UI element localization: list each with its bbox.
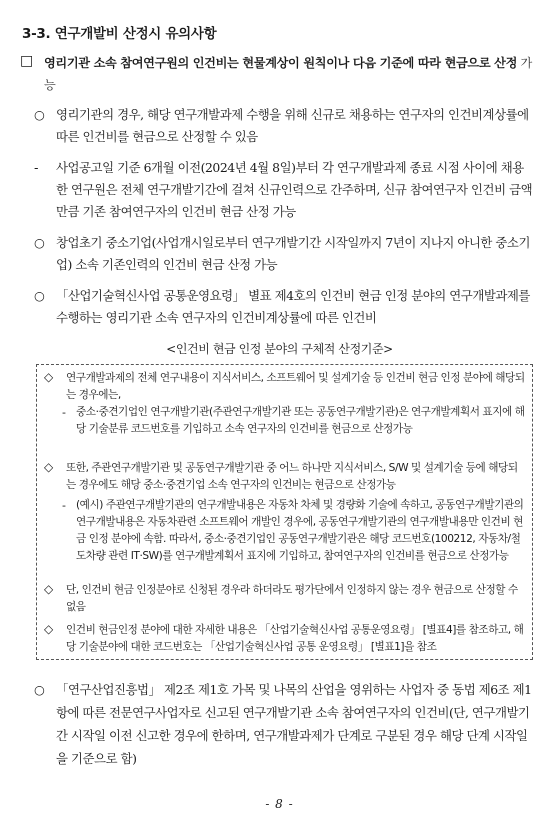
dash-bullet-icon: - [62, 406, 66, 419]
dash-bullet-icon: - [62, 499, 66, 512]
list-item-text: 사업공고일 기준 6개월 이전(2024년 4월 8일)부터 각 연구개발과제 종료 시점 사이에 채용한 연구원은 전체 연구개발기간에 걸쳐 신규인력으로 간주하며, 신규 참여연구자 인건비 금액만큼 기존 참여연구자의 인건비 현금 산정 가능 [56, 160, 533, 219]
list-item [34, 104, 534, 148]
criteria-item [44, 370, 526, 404]
criteria-item [62, 404, 526, 438]
list-item [34, 157, 534, 223]
criteria-item-text: 인건비 현금인정 분야에 대한 자세한 내용은 「산업기술혁신사업 공통운영요령」 [별표4]를 참조하고, 해당 기술분야에 대한 코드번호는 「산업기술혁신사업 공통 운영요령」 [별표1]을 참조 [66, 624, 524, 653]
circle-bullet-icon: ○ [34, 235, 45, 250]
list-item-text: 영리기관의 경우, 해당 연구개발과제 수행을 위해 신규로 채용하는 연구자의 인건비계상률에 따른 인건비를 현금으로 산정할 수 있음 [56, 107, 529, 144]
main-guideline-light: 가능 [44, 56, 532, 92]
criteria-item [44, 622, 526, 656]
criteria-item-text: (예시) 주관연구개발기관의 연구개발내용은 자동차 차체 및 경량화 기술에 속하고, 공동연구개발기관의 연구개발내용은 자동차관련 소프트웨어 개발인 경우에, 공동연구개발기관의 연구개발내용만 인건비 현금 인정 분야에 속함. 따라서, 중소·중견기업인 공동연구개발기관은 해당 코드번호(100212, 자동차/철도차량 관련 IT·SW)를 연구개발계획서 표지에 기입하고, 참여연구자의 인건비를 현금으로 산정가능 [76, 499, 524, 562]
criteria-item [44, 460, 526, 494]
list-item-text: 「연구산업진흥법」 제2조 제1호 가목 및 나목의 산업을 영위하는 사업자 중 동법 제6조 제1항에 따른 전문연구사업자로 신고된 연구개발기관 소속 참여연구자의 인건비(단, 연구개발기간 시작일 이전 신고한 경우에 한하며, 연구개발과제가 단계로 구분된 경우 해당 단계 시작일을 기준으로 함) [56, 682, 532, 766]
main-guideline-strong: 영리기관 소속 참여연구원의 인건비는 현물계상이 원칙이나 다음 기준에 따라 현금으로 산정 [44, 56, 518, 70]
criteria-item-text: 중소·중견기업인 연구개발기관(주관연구개발기관 또는 공동연구개발기관)은 연구개발계획서 표지에 해당 기술분류 코드번호를 기입하고 소속 연구자의 인건비를 현금으로 산정가능 [76, 406, 525, 435]
criteria-item-text: 단, 인건비 현금 인정분야로 신청된 경우라 하더라도 평가단에서 인정하지 않는 경우 현금으로 산정할 수 없음 [66, 584, 518, 613]
diamond-bullet-icon: ◇ [44, 582, 53, 596]
diamond-bullet-icon: ◇ [44, 622, 53, 636]
criteria-item [62, 497, 526, 565]
circle-bullet-icon: ○ [34, 682, 45, 697]
list-item [34, 285, 534, 329]
diamond-bullet-icon: ◇ [44, 370, 53, 384]
diamond-bullet-icon: ◇ [44, 460, 53, 474]
square-bullet-icon: □ [20, 53, 34, 69]
criteria-subheading: <인건비 현금 인정 분야의 구체적 산정기준> [166, 342, 393, 356]
list-item [34, 678, 534, 770]
circle-bullet-icon: ○ [34, 288, 45, 303]
main-guideline [20, 52, 540, 96]
page-number: - 8 - [265, 797, 294, 811]
circle-bullet-icon: ○ [34, 107, 45, 122]
section-title: 3-3. 연구개발비 산정시 유의사항 [22, 26, 217, 42]
main-guideline-text [44, 52, 540, 96]
criteria-item [44, 582, 526, 616]
list-item-text: 「산업기술혁신사업 공통운영요령」 별표 제4호의 인건비 현금 인정 분야의 연구개발과제를 수행하는 영리기관 소속 연구자의 인건비계상률에 따른 인건비 [56, 288, 530, 325]
criteria-item-text: 연구개발과제의 전체 연구내용이 지식서비스, 소프트웨어 및 설계기술 등 인건비 현금 인정 분야에 해당되는 경우에는, [66, 372, 525, 401]
criteria-item-text: 또한, 주관연구개발기관 및 공동연구개발기관 중 어느 하나만 지식서비스, S/W 및 설계기술 등에 해당되는 경우에도 해당 중소·중견기업 소속 연구자의 인건비는 현금으로 산정가능 [66, 462, 518, 491]
dash-bullet-icon: - [34, 160, 39, 175]
list-item [34, 232, 534, 276]
list-item-text: 창업초기 중소기업(사업개시일로부터 연구개발기간 시작일까지 7년이 지나지 아니한 중소기업) 소속 기존인력의 인건비 현금 산정 가능 [56, 235, 530, 272]
